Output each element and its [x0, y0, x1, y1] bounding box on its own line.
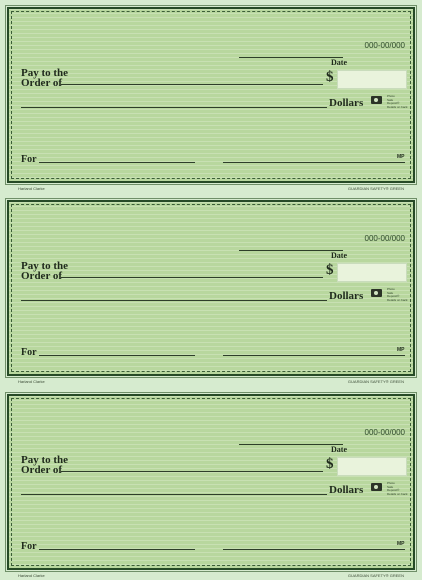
pay-to-label-line1: Pay to the [21, 67, 69, 79]
for-label: For [21, 154, 37, 165]
check-2 [7, 200, 415, 376]
pay-to-label [21, 455, 68, 475]
payee-line[interactable] [61, 471, 323, 472]
written-amount-line[interactable] [21, 300, 327, 301]
payee-line[interactable] [61, 84, 323, 85]
date-label: Date [331, 251, 347, 260]
footer-left: Harland Clarke [18, 379, 45, 384]
pay-to-label-line1: Pay to the [21, 454, 69, 466]
dollar-sign: $ [326, 262, 334, 278]
mp-mark: MP [397, 154, 405, 160]
amount-box[interactable] [337, 70, 407, 89]
mp-mark: MP [397, 347, 405, 353]
dollars-label: Dollars [329, 484, 364, 496]
dollars-label: Dollars [329, 97, 364, 109]
footer-right: GUARDIAN SAFETY® GREEN [347, 186, 404, 191]
written-amount-line[interactable] [21, 494, 327, 495]
camera-icon [371, 289, 382, 297]
dollar-sign: $ [326, 69, 334, 85]
written-amount-line[interactable] [21, 107, 327, 108]
memo-line[interactable] [39, 549, 195, 550]
security-text: Photo Safe Deposit® Details on back [387, 94, 408, 109]
signature-line[interactable] [223, 549, 405, 550]
check-1 [7, 7, 415, 183]
date-label: Date [331, 445, 347, 454]
date-line[interactable] [239, 57, 343, 58]
security-text: Photo Safe Deposit® Details on back [387, 287, 408, 302]
check-number: 000-00/000 [364, 428, 405, 437]
for-label: For [21, 541, 37, 552]
date-line[interactable] [239, 250, 343, 251]
date-line[interactable] [239, 444, 343, 445]
camera-icon [371, 96, 382, 104]
pay-to-label-line1: Pay to the [21, 260, 69, 272]
pay-to-label-line2: Order of [21, 270, 63, 282]
security-text: Photo Safe Deposit® Details on back [387, 481, 408, 496]
dollar-sign: $ [326, 456, 334, 472]
check-number: 000-00/000 [364, 41, 405, 50]
pay-to-label-line2: Order of [21, 464, 63, 476]
amount-box[interactable] [337, 457, 407, 476]
check-3 [7, 394, 415, 570]
signature-line[interactable] [223, 355, 405, 356]
signature-line[interactable] [223, 162, 405, 163]
for-label: For [21, 347, 37, 358]
memo-line[interactable] [39, 162, 195, 163]
footer-right: GUARDIAN SAFETY® GREEN [347, 379, 404, 384]
payee-line[interactable] [61, 277, 323, 278]
mp-mark: MP [397, 541, 405, 547]
camera-icon [371, 483, 382, 491]
date-label: Date [331, 58, 347, 67]
dollars-label: Dollars [329, 290, 364, 302]
pay-to-label [21, 68, 68, 88]
footer-left: Harland Clarke [18, 573, 45, 578]
pay-to-label-line2: Order of [21, 77, 63, 89]
amount-box[interactable] [337, 263, 407, 282]
footer-left: Harland Clarke [18, 186, 45, 191]
footer-right: GUARDIAN SAFETY® GREEN [347, 573, 404, 578]
pay-to-label [21, 261, 68, 281]
memo-line[interactable] [39, 355, 195, 356]
check-number: 000-00/000 [364, 234, 405, 243]
